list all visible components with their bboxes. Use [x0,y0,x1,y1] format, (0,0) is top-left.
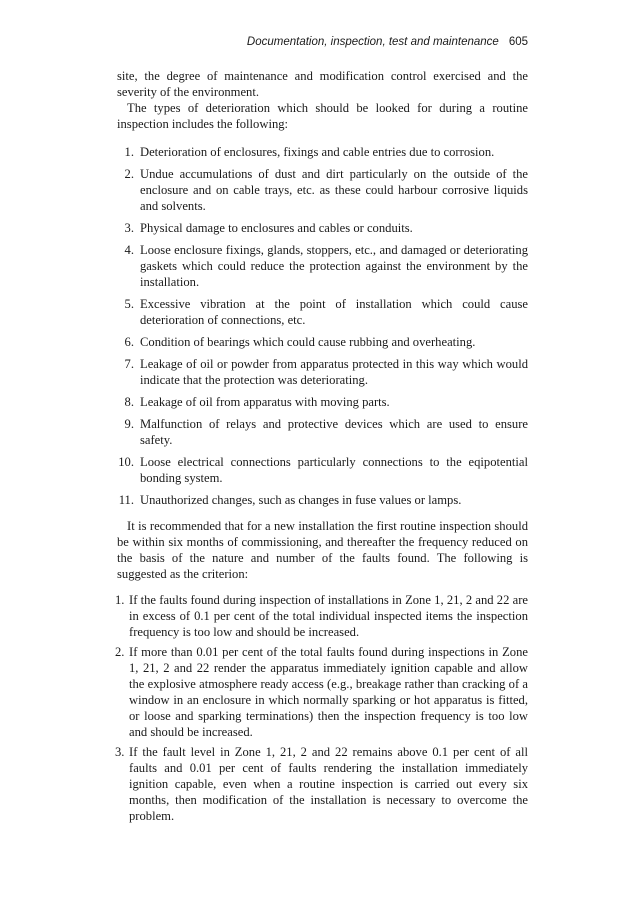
list-text: Physical damage to enclosures and cables or conduits. [140,221,413,235]
list-number: 8. [124,395,134,409]
list-text: Condition of bearings which could cause rubbing and overheating. [140,335,476,349]
list-item [117,644,528,740]
deterioration-list [117,144,528,508]
list-text: Malfunction of relays and protective devices which are used to ensure safety. [140,417,528,447]
list-text: Loose enclosure fixings, glands, stoppers, etc., and damaged or deteriorating gaskets which could reduce the protection against the environment by the installation. [140,243,528,289]
list-number: 5. [124,297,134,311]
list-item [117,144,528,160]
list-number: 3. [124,221,134,235]
list-number: 2. [115,645,125,659]
list-number: 1. [115,593,125,607]
list-number: 9. [124,417,134,431]
paragraph: The types of deterioration which should be looked for during a routine inspection includes the following: [117,101,528,131]
list-number: 6. [124,335,134,349]
list-item [117,242,528,290]
list-text: If the fault level in Zone 1, 21, 2 and 22 remains above 0.1 per cent of all faults and 0.01 per cent of faults rendering the installation immediately ignition capable, even when a routine inspection is carried out every six months, then modification of the installation is necessary to overcome the problem. [129,745,528,823]
list-text: Leakage of oil from apparatus with moving parts. [140,395,390,409]
list-text: Unauthorized changes, such as changes in fuse values or lamps. [140,493,462,507]
list-text: Excessive vibration at the point of installation which could cause deterioration of connections, etc. [140,297,528,327]
page-body [117,68,528,828]
list-item [117,454,528,486]
list-item [117,492,528,508]
list-number: 10. [118,455,134,469]
list-number: 3. [115,745,125,759]
criterion-list [117,592,528,824]
list-number: 11. [118,493,134,507]
list-number: 2. [124,167,134,181]
list-text: If the faults found during inspection of installations in Zone 1, 21, 2 and 22 are in excess of 0.1 per cent of the total individual inspected items the inspection frequency is too low and should be increased. [129,593,528,639]
list-number: 4. [124,243,134,257]
list-item [117,592,528,640]
header-title: Documentation, inspection, test and maintenance [246,36,499,48]
list-item [117,356,528,388]
recommendation-paragraph: It is recommended that for a new installation the first routine inspection should be within six months of commissioning, and thereafter the frequency reduced on the basis of the nature and number of the faults found. The following is suggested as the criterion: [117,519,528,581]
list-item [117,394,528,410]
list-item [117,166,528,214]
list-item [117,296,528,328]
list-item [117,744,528,824]
list-item [117,334,528,350]
running-header [80,36,528,48]
list-text: Deterioration of enclosures, fixings and cable entries due to corrosion. [140,145,495,159]
list-item [117,220,528,236]
list-item [117,416,528,448]
list-text: Loose electrical connections particularly connections to the eqipotential bonding system. [140,455,528,485]
list-text: If more than 0.01 per cent of the total faults found during inspections in Zone 1, 21, 2 and 22 render the apparatus immediately ignition capable and allow the explosive atmosphere ready access (e.g., breakage rather than cracking of a window in an enclosure in which normally sparking or hot apparatus is fitted, or loose and sparking terminations) then the inspection frequency is too low and should be increased. [129,645,528,739]
page-number: 605 [508,36,528,48]
list-text: Leakage of oil or powder from apparatus protected in this way which would indicate that the protection was deteriorating. [140,357,528,387]
paragraph: site, the degree of maintenance and modification control exercised and the severity of the environment. [117,69,528,99]
list-number: 7. [124,357,134,371]
list-number: 1. [124,145,134,159]
list-text: Undue accumulations of dust and dirt particularly on the outside of the enclosure and on cable trays, etc. as these could harbour corrosive liquids and solvents. [140,167,528,213]
